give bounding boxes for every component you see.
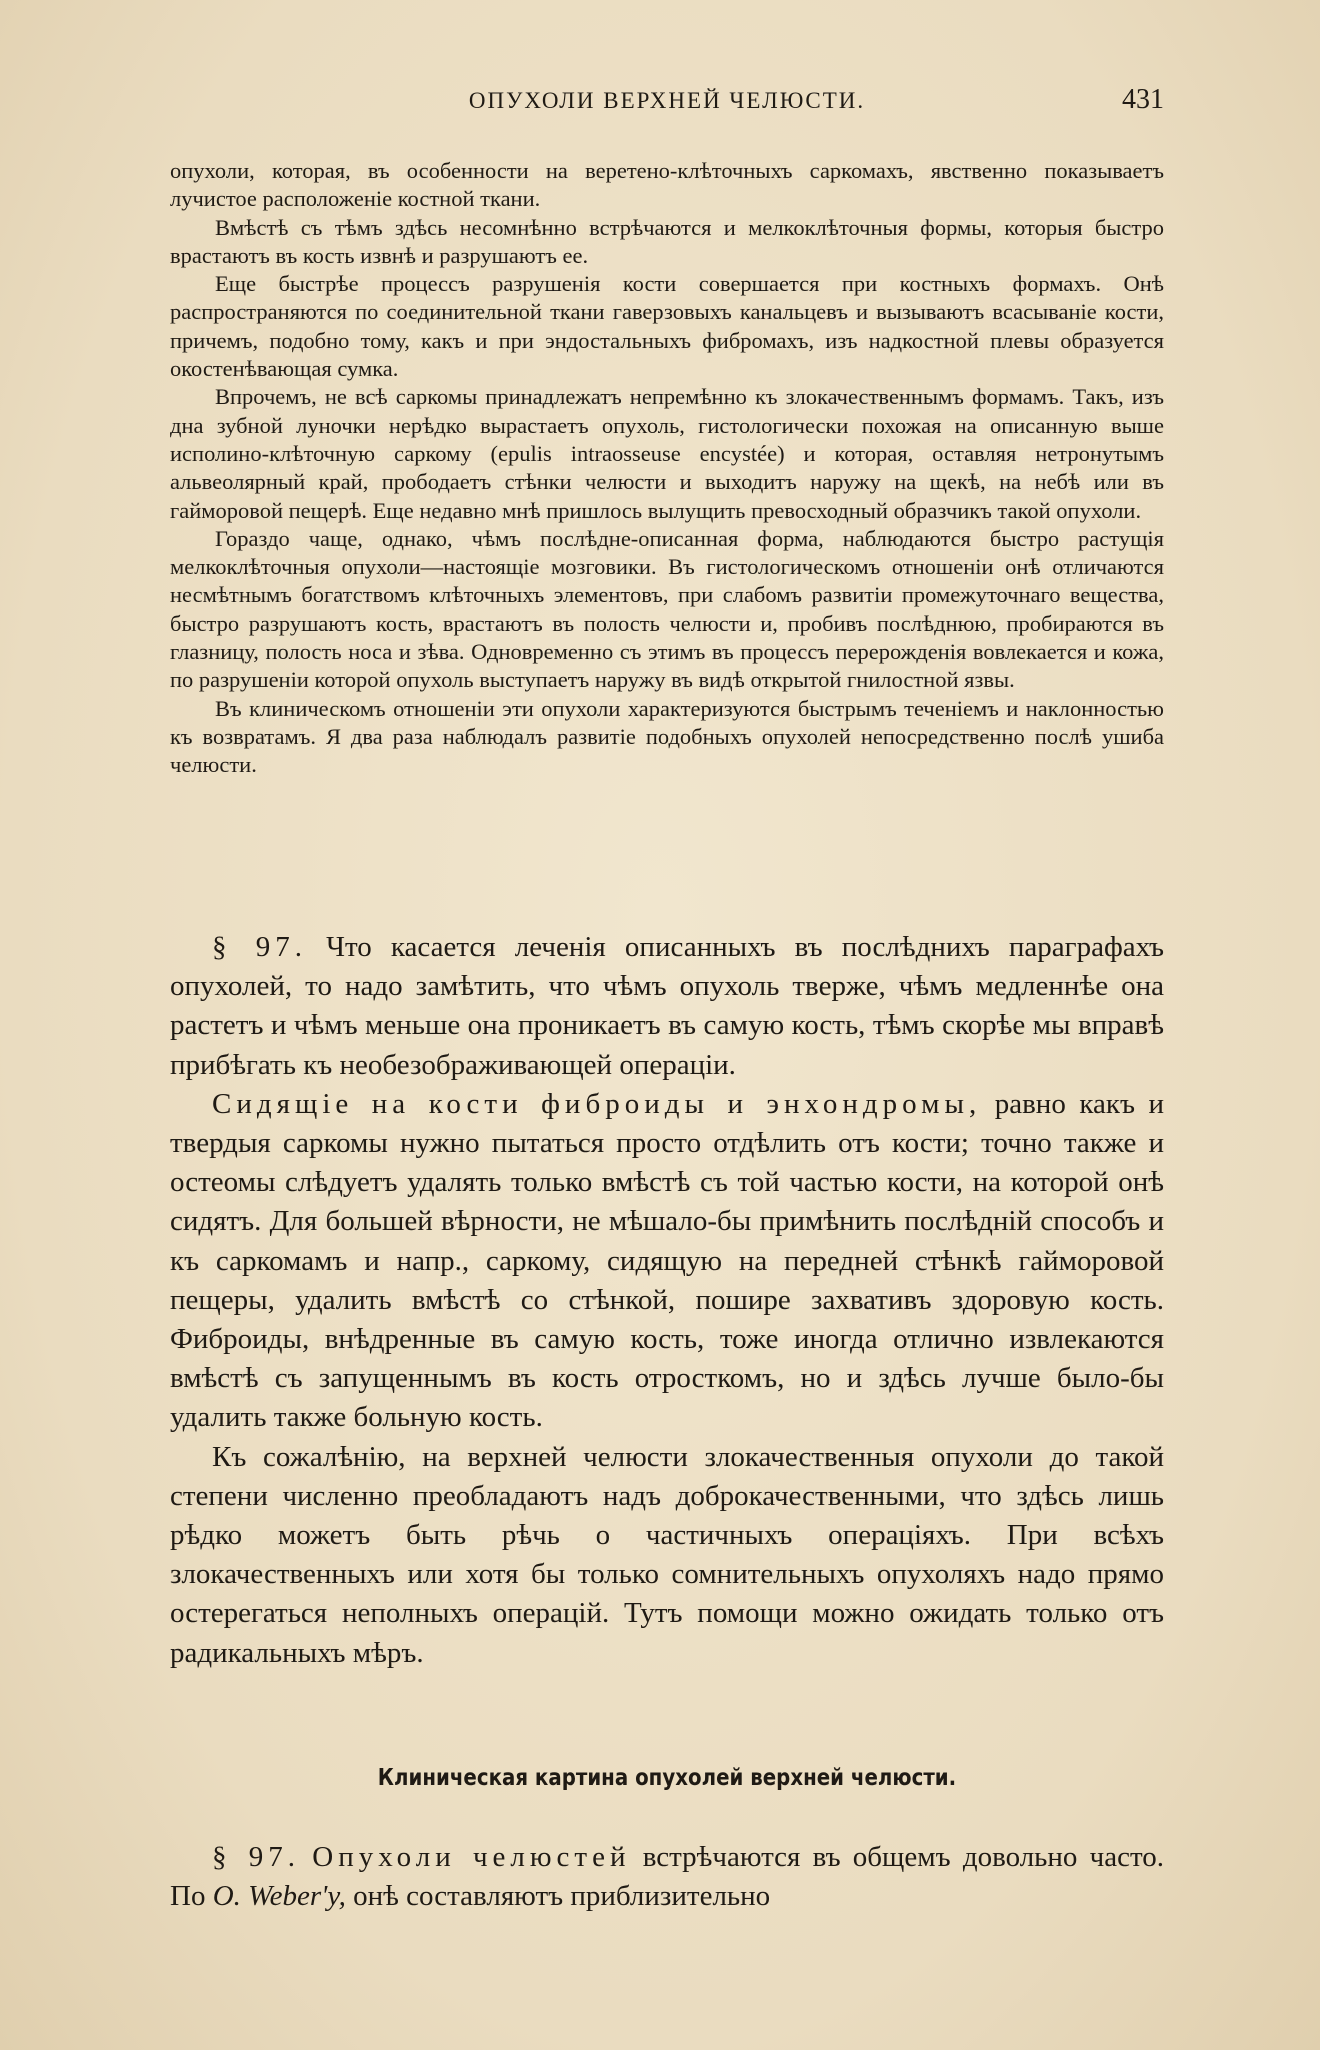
paragraph-malignant: Къ сожалѣнiю, на верхней челюсти злокачественныя опухоли до такой степени численно преобладаютъ надъ доброкачественными, что здѣсь лишь рѣдко можетъ быть рѣчь о частичныхъ операцiяхъ. При всѣхъ злокачественныхъ или хотя бы только сомнительныхъ опухоляхъ надо прямо остерегаться неполныхъ операцiй. Тутъ помощи можно ожидать только отъ радикальныхъ мѣръ.	[170, 1440, 1164, 1669]
running-title: ОПУХОЛИ ВЕРХНЕЙ ЧЕЛЮСТИ.	[468, 88, 866, 113]
small-paragraph: Гораздо чаще, однако, чѣмъ послѣдне-описанная форма, наблюдаются быстро растущiя мелкоклѣточныя опухоли—настоящiе мозговики. Въ гистологическомъ отношенiи онѣ отличаются несмѣтнымъ богатствомъ клѣточныхъ элементовъ, при слабомъ развитiи промежуточнаго вещества, быстро разрушаютъ кость, врастаютъ въ полость челюсти и, пробивъ послѣднюю, пробираются въ глазницу, полость носа и зѣва. Одновременно съ этимъ въ процессъ перерожденiя вовлекается и кожа, по разрушенiи которой опухоль выступаетъ наружу въ видѣ открытой гнилостной язвы.	[170, 525, 1164, 693]
small-paragraph: Впрочемъ, не всѣ саркомы принадлежатъ непремѣнно къ злокачественнымъ формамъ. Такъ, изъ дна зубной луночки нерѣдко вырастаетъ опухоль, гистологически похожая на описанную выше исполино-клѣточную саркому (epulis intraosseuse encystée) и которая, оставляя нетронутымъ альвеолярный край, прободаетъ стѣнки челюсти и выходитъ наружу на щекѣ, на небѣ или въ гайморовой пещерѣ. Еще недавно мнѣ пришлось вылущить превосходный образчикъ такой опухоли.	[170, 384, 1164, 523]
small-paragraph: опухоли, которая, въ особенности на веретено-клѣточныхъ саркомахъ, явственно показываетъ лучистое расположенiе костной ткани.	[170, 158, 1164, 212]
section-number: § 97.	[212, 931, 307, 963]
author-name: O. Weber'y,	[212, 1880, 346, 1913]
final-text-block	[170, 1838, 1164, 1916]
paragraph-text: встрѣчаются въ общемъ довольно часто. По	[170, 1841, 1165, 1913]
emphasized-text: Сидящiе на кости фиброиды и энхондромы,	[212, 1087, 982, 1120]
paragraph-text: равно какъ и твердыя саркомы нужно пытаться просто отдѣлить отъ кости; точно также и остеомы слѣдуетъ удалять только вмѣстѣ съ той частью кости, на которой онѣ сидятъ. Для большей вѣрности, не мѣшало-бы примѣнить послѣднiй способъ и къ саркомамъ и напр., саркому, сидящую на передней стѣнкѣ гайморовой пещеры, удалить вмѣстѣ со стѣнкой, пошире захвативъ здоровую кость. Фиброиды, внѣдренные въ самую кость, тоже иногда отлично извлекаются вмѣстѣ съ запущеннымъ въ кость отросткомъ, но и здѣсь лучше было-бы удалить также больную кость.	[170, 1087, 1164, 1434]
paragraph-97-clinical	[170, 1838, 1164, 1916]
emphasized-text: Опухоли челюстей	[312, 1841, 631, 1873]
section-number: § 97.	[212, 1841, 301, 1873]
paragraph-text: онѣ составляютъ приблизительно	[353, 1880, 771, 1913]
paragraph-fibroids	[170, 1085, 1164, 1438]
small-paragraph: Въ клиническомъ отношенiи эти опухоли характеризуются быстрымъ теченiемъ и наклонностью къ возвратамъ. Я два раза наблюдалъ развитiе подобныхъ опухолей непосредственно послѣ ушиба челюсти.	[170, 695, 1164, 778]
paragraph-text: Что касается леченiя описанныхъ въ послѣднихъ параграфахъ опухолей, то надо замѣтить, что чѣмъ опухоль тверже, чѣмъ медленнѣе она растетъ и чѣмъ меньше она проникаетъ въ самую кость, тѣмъ скорѣе мы вправѣ прибѣгать къ необезображивающей операцiи.	[170, 931, 1164, 1081]
page-number: 431	[1122, 84, 1164, 115]
section-heading: Клиническая картина опухолей верхней челюсти.	[377, 1765, 957, 1791]
small-paragraph: Вмѣстѣ съ тѣмъ здѣсь несомнѣнно встрѣчаются и мелкоклѣточныя формы, которыя быстро врастаютъ въ кость извнѣ и разрушаютъ ее.	[170, 214, 1164, 268]
page-header	[170, 84, 1164, 128]
small-paragraph: Еще быстрѣе процессъ разрушенiя кости совершается при костныхъ формахъ. Онѣ распространяются по соединительной ткани гаверзовыхъ канальцевъ и вызываютъ всасыванiе кости, причемъ, подобно тому, какъ и при эндостальныхъ фибромахъ, изъ надкостной плевы образуется окостенѣвающая сумка.	[170, 271, 1164, 382]
small-print-block	[170, 157, 1164, 780]
paragraph-97-treatment	[170, 928, 1164, 1085]
main-text-block	[170, 928, 1164, 1673]
